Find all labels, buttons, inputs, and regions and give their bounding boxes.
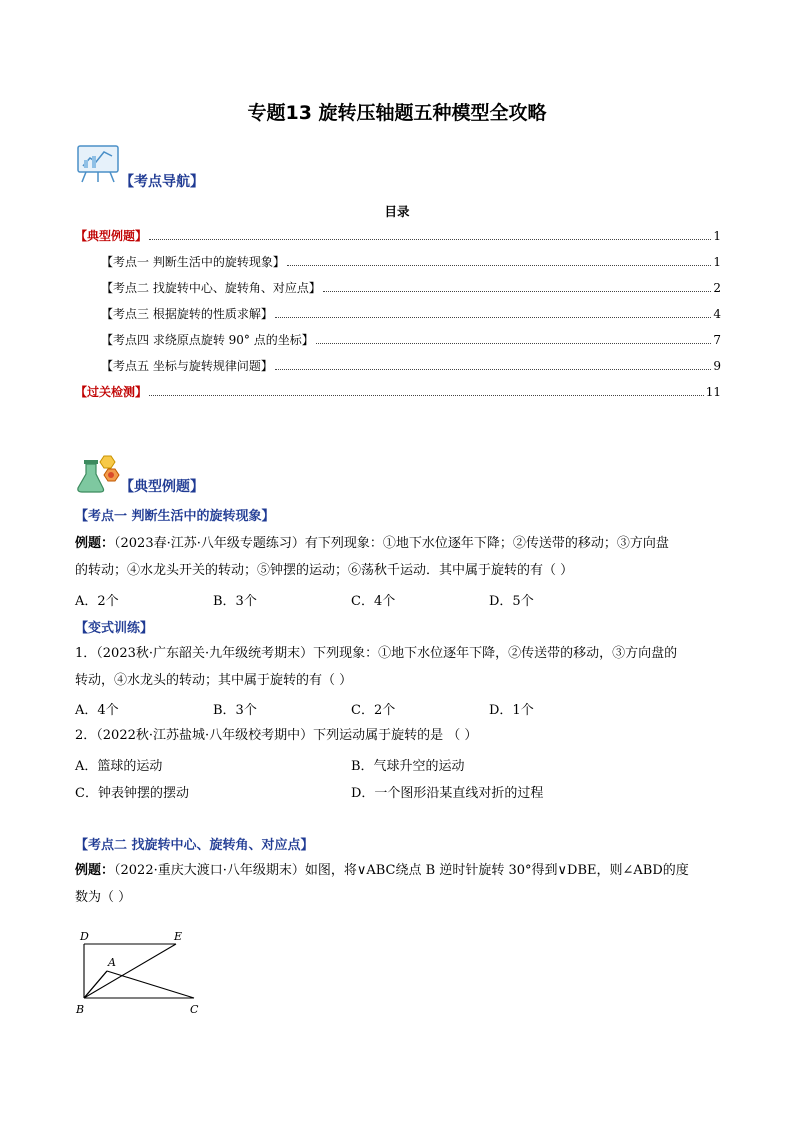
chemistry-flask-icon	[74, 452, 120, 496]
label-D: D	[80, 930, 89, 943]
toc-item[interactable]: 【考点四 求绕原点旋转 90° 点的坐标】 7	[101, 333, 721, 347]
q2-option-b[interactable]: B．气球升空的运动	[351, 759, 465, 774]
toc-title: 目录	[384, 204, 410, 219]
toc-item[interactable]: 【典型例题】 1	[75, 229, 721, 243]
toc-item[interactable]: 【考点三 根据旋转的性质求解】 4	[101, 307, 721, 321]
q2-option-d[interactable]: D．一个图形沿某直线对折的过程	[351, 786, 544, 801]
page-title: 专题13 旋转压轴题五种模型全攻略	[247, 102, 547, 124]
toc-item[interactable]: 【过关检测】 11	[75, 385, 721, 399]
kd1-question-1: 1．（2023秋·广东韶关·九年级统考期末）下列现象：①地下水位逐年下降，②传送带的移动，③方向盘的 转动，④水龙头的转动；其中属于旋转的有（ ）	[75, 646, 678, 688]
kd1-example: 例题：（2023春·江苏·八年级专题练习）有下列现象：①地下水位逐年下降；②传送带的移动；③方向盘 的转动；④水龙头开关的转动；⑤钟摆的运动；⑥荡秋千运动．其中属于旋转的有（ ）	[75, 536, 669, 578]
label-C: C	[190, 1003, 199, 1016]
kd1-option-c[interactable]: C．4个	[351, 594, 396, 609]
q1-option-d[interactable]: D．1个	[489, 703, 534, 718]
kd1-heading: 【考点一 判断生活中的旋转现象】	[75, 509, 275, 524]
q1-option-a[interactable]: A．4个	[75, 703, 119, 718]
nav-heading: 【考点导航】	[120, 174, 204, 190]
toc-item[interactable]: 【考点五 坐标与旋转规律问题】 9	[101, 359, 721, 373]
kd2-example: 例题：（2022·重庆大渡口·八年级期末）如图，将∨ABC绕点 B 逆时针旋转 30°得到∨DBE，则∠ABD的度 数为（ ）	[75, 863, 689, 905]
label-B: B	[76, 1003, 85, 1016]
label-A: A	[108, 956, 116, 969]
examples-heading: 【典型例题】	[120, 479, 204, 495]
q1-option-c[interactable]: C．2个	[351, 703, 396, 718]
q2-option-c[interactable]: C．钟表钟摆的摆动	[75, 786, 189, 801]
toc-item[interactable]: 【考点二 找旋转中心、旋转角、对应点】 2	[101, 281, 721, 295]
q2-option-a[interactable]: A．篮球的运动	[75, 759, 163, 774]
q1-option-b[interactable]: B．3个	[213, 703, 257, 718]
label-E: E	[174, 930, 183, 943]
kd1-question-2: 2．（2022秋·江苏盐城·八年级校考期中）下列运动属于旋转的是 （ ）	[75, 728, 478, 743]
kd1-option-a[interactable]: A．2个	[75, 594, 119, 609]
geometry-figure	[72, 924, 207, 1019]
kd1-option-b[interactable]: B．3个	[213, 594, 257, 609]
presentation-board-icon	[74, 142, 122, 184]
variant-heading: 【变式训练】	[75, 621, 154, 636]
toc-item[interactable]: 【考点一 判断生活中的旋转现象】 1	[101, 255, 721, 269]
kd2-heading: 【考点二 找旋转中心、旋转角、对应点】	[75, 838, 314, 853]
toc-list	[75, 227, 721, 401]
kd1-option-d[interactable]: D．5个	[489, 594, 534, 609]
